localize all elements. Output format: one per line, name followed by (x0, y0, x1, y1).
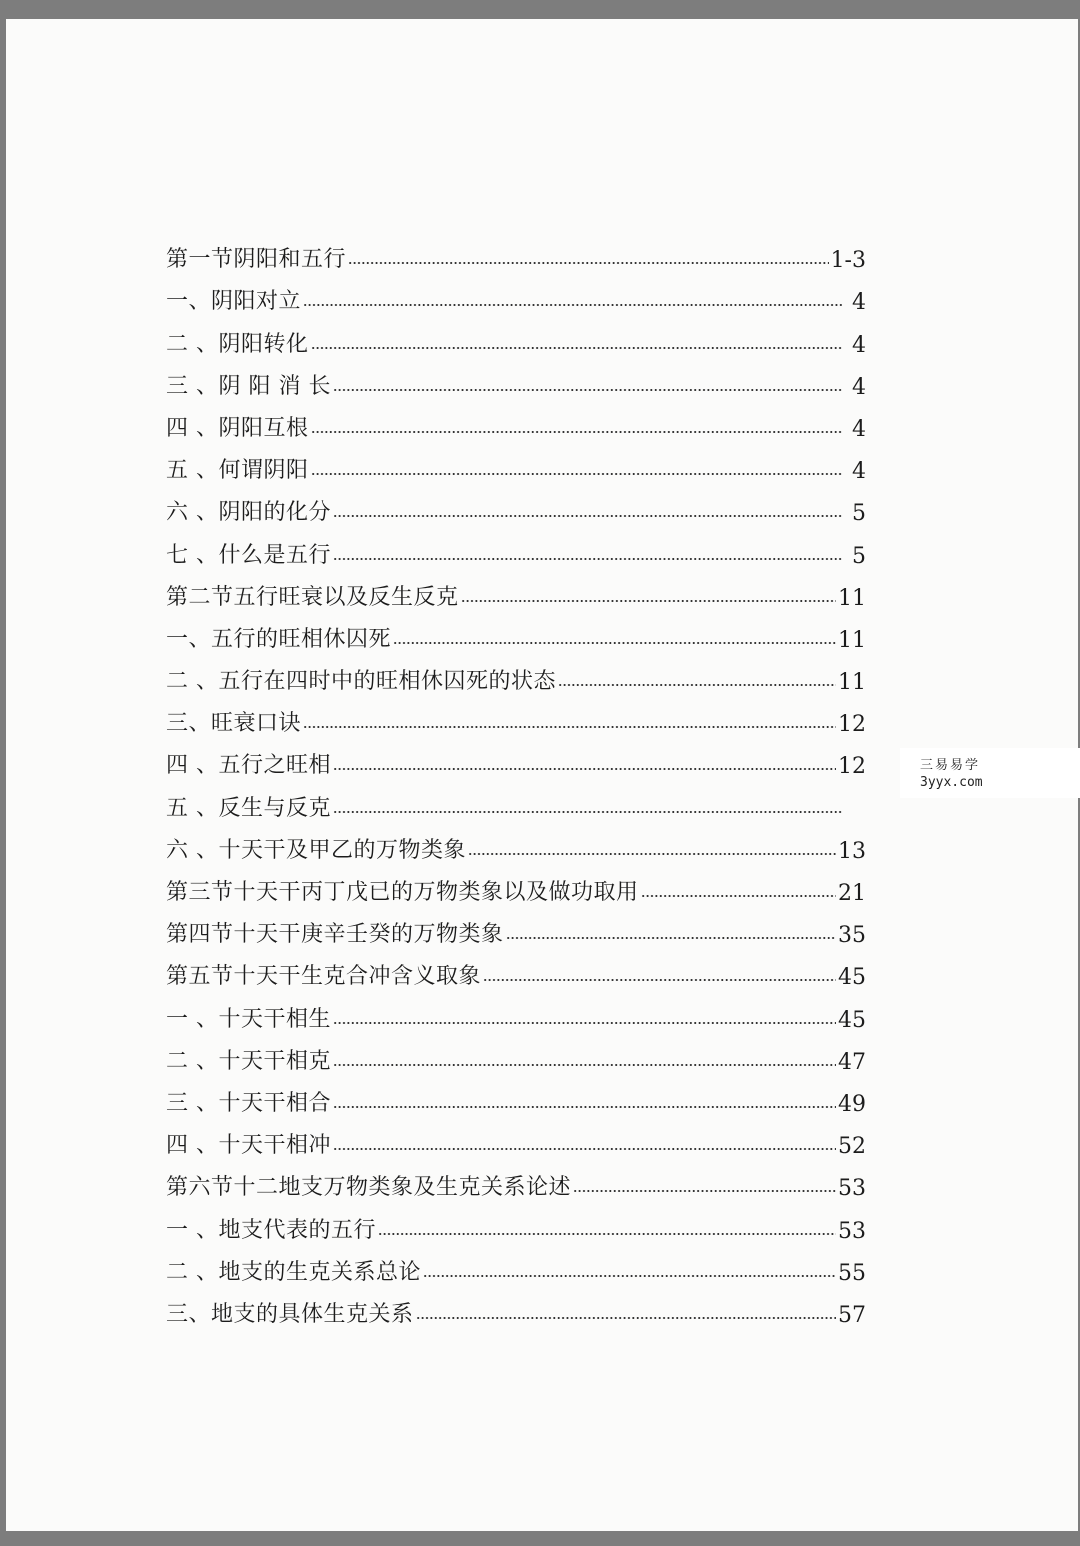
toc-entry-page-number: 5 (852, 501, 866, 527)
toc-entry (166, 864, 866, 906)
toc-entry-page-number: 11 (838, 627, 866, 653)
toc-entry-page-number: 13 (838, 838, 866, 864)
toc-entry-title: 第三节十天干丙丁戊已的万物类象以及做功取用 (166, 880, 639, 905)
toc-entry-title: 第四节十天干庚辛壬癸的万物类象 (166, 922, 504, 948)
toc-leader-dots (311, 469, 843, 479)
toc-entry (166, 737, 866, 779)
toc-leader-dots (393, 638, 836, 648)
toc-entry (166, 569, 866, 611)
toc-leader-dots (333, 764, 836, 774)
toc-leader-dots (303, 722, 836, 732)
toc-entry-page-number: 4 (852, 374, 866, 400)
toc-entry-page-number: 49 (838, 1091, 866, 1117)
toc-entry-title: 二 、阴阳转化 (166, 331, 309, 357)
toc-entry (166, 611, 866, 653)
toc-leader-dots (461, 596, 836, 606)
toc-entry-title: 四 、十天干相冲 (166, 1133, 331, 1159)
toc-entry (166, 1286, 866, 1328)
toc-leader-dots (333, 1102, 836, 1112)
toc-entry-page-number: 55 (838, 1260, 866, 1286)
table-of-contents (166, 231, 866, 1328)
toc-leader-dots (333, 1060, 836, 1070)
toc-entry-page-number: 52 (838, 1134, 866, 1160)
toc-leader-dots (483, 975, 836, 985)
toc-entry-title: 二 、十天干相克 (166, 1048, 331, 1074)
toc-leader-dots (378, 1229, 836, 1239)
toc-entry-title: 四 、五行之旺相 (166, 753, 331, 779)
toc-leader-dots (641, 891, 836, 901)
toc-entry-title: 一 、地支代表的五行 (166, 1217, 376, 1243)
toc-leader-dots (506, 933, 836, 943)
toc-entry-title: 一 、十天干相生 (166, 1006, 331, 1032)
toc-entry-title: 二 、地支的生克关系总论 (166, 1259, 421, 1285)
toc-leader-dots (303, 300, 842, 310)
toc-entry (166, 695, 866, 737)
toc-leader-dots (423, 1271, 836, 1281)
toc-entry-page-number: 35 (838, 923, 866, 949)
toc-leader-dots (311, 343, 843, 353)
toc-entry (166, 653, 866, 695)
toc-entry-title: 五 、何谓阴阳 (166, 458, 309, 484)
toc-entry (166, 442, 866, 484)
toc-entry-title: 三、旺衰口诀 (166, 711, 302, 737)
toc-leader-dots (333, 554, 842, 564)
toc-entry-page-number: 11 (838, 585, 866, 611)
toc-entry-page-number: 1-3 (830, 248, 866, 274)
toc-leader-dots (348, 258, 829, 268)
toc-entry-title: 第五节十天干生克合冲含义取象 (166, 964, 482, 990)
toc-leader-dots (333, 1144, 836, 1154)
toc-entry-page-number: 57 (838, 1302, 866, 1328)
toc-entry (166, 779, 866, 821)
toc-entry (166, 1075, 866, 1117)
toc-entry (166, 1159, 866, 1201)
toc-entry (166, 315, 866, 357)
toc-entry-title: 三 、阴 阳 消 长 (166, 373, 331, 399)
watermark-site-url: 3yyx.com (920, 775, 983, 790)
toc-entry-page-number: 21 (838, 881, 866, 906)
toc-entry (166, 822, 866, 864)
site-watermark (900, 748, 1080, 798)
toc-entry (166, 484, 866, 526)
toc-entry (166, 948, 866, 990)
toc-entry-page-number: 45 (838, 1007, 866, 1033)
toc-leader-dots (311, 427, 843, 437)
toc-entry (166, 990, 866, 1032)
toc-entry-page-number: 12 (838, 712, 866, 738)
toc-entry-title: 七 、什么是五行 (166, 542, 331, 568)
toc-entry-page-number: 4 (852, 332, 866, 358)
toc-entry-page-number: 12 (838, 754, 866, 780)
toc-leader-dots (333, 385, 842, 395)
toc-entry-page-number: 53 (838, 1218, 866, 1244)
toc-entry-title: 第六节十二地支万物类象及生克关系论述 (166, 1175, 572, 1201)
toc-leader-dots (333, 807, 842, 817)
toc-entry (166, 1033, 866, 1075)
toc-leader-dots (468, 849, 836, 859)
toc-entry-title: 三 、十天干相合 (166, 1090, 331, 1116)
toc-entry (166, 906, 866, 948)
toc-entry-title: 三、地支的具体生克关系 (166, 1301, 414, 1327)
toc-entry (166, 1117, 866, 1159)
toc-leader-dots (573, 1186, 836, 1196)
watermark-site-name: 三易易学 (920, 758, 981, 773)
toc-entry-title: 六 、十天干及甲乙的万物类象 (166, 837, 466, 863)
toc-entry-title: 五 、反生与反克 (166, 795, 331, 821)
toc-leader-dots (333, 511, 842, 521)
toc-entry-title: 第一节阴阳和五行 (166, 247, 347, 273)
toc-entry-page-number: 4 (852, 459, 866, 485)
toc-entry-page-number: 11 (838, 670, 866, 696)
toc-entry-page-number: 4 (852, 290, 866, 316)
toc-entry-page-number: 53 (838, 1176, 866, 1202)
toc-entry-page-number: 4 (852, 416, 866, 442)
toc-entry (166, 1201, 866, 1243)
toc-entry-title: 二 、五行在四时中的旺相休囚死的状态 (166, 669, 556, 695)
toc-entry (166, 400, 866, 442)
toc-entry-title: 四 、阴阳互根 (166, 415, 309, 441)
toc-entry-page-number: 45 (838, 965, 866, 991)
toc-entry (166, 526, 866, 568)
toc-entry-title: 一、五行的旺相休囚死 (166, 626, 392, 652)
toc-entry-page-number: 47 (838, 1049, 866, 1075)
toc-entry (166, 358, 866, 400)
toc-entry (166, 1244, 866, 1286)
toc-leader-dots (333, 1018, 836, 1028)
toc-entry (166, 231, 866, 273)
toc-entry-title: 第二节五行旺衰以及反生反克 (166, 584, 459, 610)
toc-entry-page-number: 5 (852, 543, 866, 569)
toc-entry-title: 一、阴阳对立 (166, 289, 302, 315)
toc-leader-dots (558, 680, 836, 690)
toc-leader-dots (416, 1313, 836, 1323)
toc-entry (166, 273, 866, 315)
toc-entry-title: 六 、阴阳的化分 (166, 500, 331, 526)
